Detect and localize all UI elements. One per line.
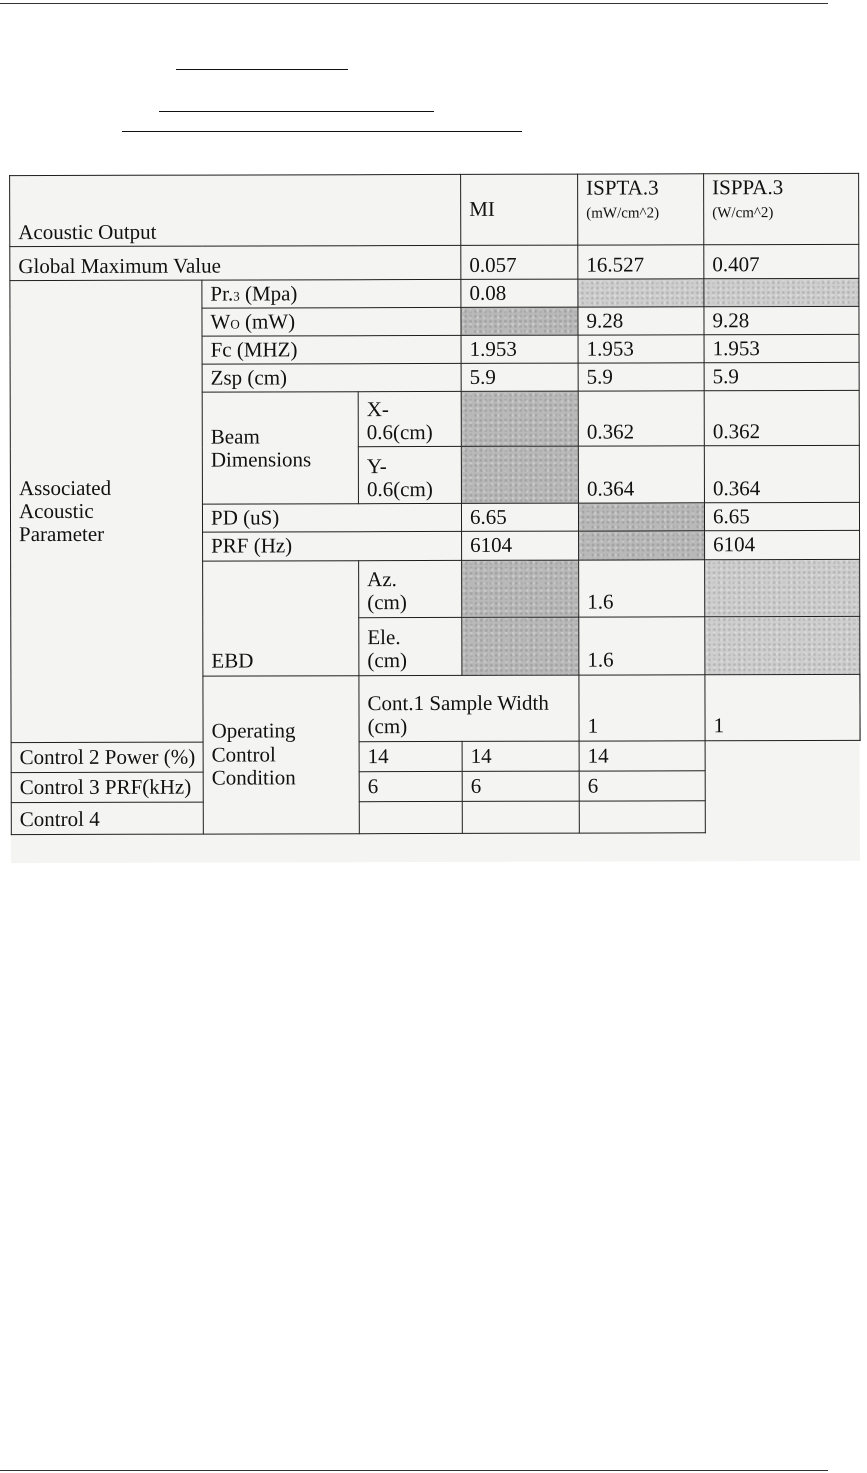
wo-label-sub: O (230, 316, 240, 332)
cont1-label-line-2: (cm) (367, 714, 408, 739)
prf-isppa: 6104 (705, 531, 860, 559)
pr3-label-unit: (Mpa) (239, 281, 298, 306)
wo-label (202, 308, 461, 337)
beam-y-label-line-2: 0.6(cm) (366, 477, 433, 502)
pd-label: PD (uS) (202, 504, 461, 533)
pr3-label-sub: 3 (233, 288, 240, 304)
acoustic-output-heading: Acoustic Output (10, 174, 461, 246)
beam-y-isppa: 0.364 (704, 446, 859, 503)
cont4-label: Control 4 (11, 801, 359, 834)
zsp-ispta: 5.9 (578, 363, 704, 391)
table-row (11, 800, 860, 834)
acoustic-output-table (9, 173, 861, 835)
wo-label-main: W (210, 309, 231, 334)
table-row (11, 770, 860, 802)
pr3-isppa-shaded (704, 278, 859, 306)
ebd-label: EBD (203, 560, 359, 675)
operating-label-line-3: Condition (211, 764, 296, 790)
cont2-isppa: 14 (579, 740, 705, 770)
beam-x-isppa: 0.362 (704, 391, 859, 446)
beam-x-label (358, 392, 461, 447)
wo-mi-shaded (461, 307, 578, 335)
prf-label: PRF (Hz) (203, 532, 462, 561)
ebd-az-label-line-2: (cm) (367, 590, 407, 615)
beam-y-label (358, 447, 461, 504)
beam-x-label-line-1: X- (366, 397, 389, 422)
beam-y-mi-shaded (461, 446, 578, 503)
pd-isppa: 6.65 (704, 503, 859, 531)
ispta-heading-label: ISPTA.3 (586, 175, 659, 200)
zsp-label: Zsp (cm) (202, 364, 461, 393)
ebd-ele-isppa-shaded (705, 616, 860, 674)
cont2-label: Control 2 Power (%) (11, 741, 359, 772)
ebd-ele-label (359, 617, 462, 675)
blank-line-2 (159, 111, 434, 112)
isppa-heading-unit: (W/cm^2) (712, 205, 774, 222)
cont1-label (359, 675, 579, 742)
pr3-ispta-shaded (578, 279, 704, 307)
cont1-ispta: 1 (705, 674, 860, 740)
pr3-label (202, 279, 461, 308)
ebd-az-label (359, 560, 462, 617)
ebd-az-isppa-shaded (705, 559, 860, 616)
ebd-ele-label-line-1: Ele. (367, 625, 401, 650)
cont4-mi-empty (359, 801, 462, 833)
ebd-ele-mi-shaded (462, 617, 579, 675)
operating-label-line-1: Operating (211, 718, 296, 744)
global-max-ispta: 16.527 (578, 245, 704, 279)
cont4-isppa-empty (579, 800, 705, 832)
cont1-mi: 1 (579, 674, 705, 740)
ispta-heading (578, 174, 704, 245)
blank-line-1 (176, 69, 348, 70)
associated-label-line-3: Parameter (19, 521, 105, 546)
ebd-ele-label-line-2: (cm) (367, 648, 408, 673)
ispta-heading-unit: (mW/cm^2) (586, 205, 660, 222)
wo-label-unit: (mW) (239, 309, 296, 334)
fc-isppa: 1.953 (704, 335, 859, 363)
beam-x-label-line-2: 0.6(cm) (366, 420, 433, 445)
ebd-az-label-line-1: Az. (367, 567, 397, 592)
operating-label-line-2: Control (211, 741, 276, 767)
scanned-table-photo (9, 173, 860, 863)
cont3-isppa: 6 (579, 770, 705, 800)
global-max-label: Global Maximum Value (10, 245, 461, 280)
global-max-mi: 0.057 (461, 245, 578, 279)
prf-mi: 6104 (462, 532, 579, 560)
pr3-label-main: Pr. (210, 281, 234, 306)
beam-label-line-1: Beam (210, 424, 260, 449)
wo-ispta: 9.28 (578, 307, 704, 335)
global-max-isppa: 0.407 (704, 244, 859, 278)
ebd-ele-ispta: 1.6 (579, 616, 705, 674)
top-rule (0, 3, 828, 4)
associated-label-line-1: Associated (18, 475, 112, 500)
table-row (10, 244, 859, 280)
cont3-mi: 6 (359, 771, 462, 801)
isppa-heading (704, 173, 859, 244)
header-row (10, 173, 859, 246)
cont4-ispta-empty (462, 801, 579, 833)
ebd-az-mi-shaded (462, 560, 579, 617)
zsp-mi: 5.9 (461, 363, 578, 391)
mi-heading: MI (461, 174, 578, 245)
beam-label-line-2: Dimensions (210, 447, 312, 472)
cont3-ispta: 6 (462, 771, 579, 801)
fc-label: Fc (MHZ) (202, 336, 461, 365)
cont3-label: Control 3 PRF(kHz) (11, 771, 359, 802)
bottom-rule (0, 1470, 828, 1471)
beam-y-ispta: 0.364 (578, 446, 704, 503)
cont2-mi: 14 (359, 741, 462, 771)
fc-ispta: 1.953 (578, 335, 704, 363)
ebd-az-ispta: 1.6 (579, 559, 705, 616)
associated-label-line-2: Acoustic (18, 498, 94, 523)
table-row (11, 740, 860, 772)
prf-ispta-shaded (579, 531, 705, 559)
table-row (10, 278, 859, 308)
fc-mi: 1.953 (461, 335, 578, 363)
isppa-heading-label: ISPPA.3 (712, 175, 784, 200)
pr3-mi: 0.08 (461, 279, 578, 307)
cont2-ispta: 14 (462, 741, 579, 771)
wo-isppa: 9.28 (704, 306, 859, 334)
beam-dimensions-label (202, 392, 358, 504)
blank-line-3 (122, 131, 522, 132)
pd-mi: 6.65 (461, 503, 578, 531)
cont1-label-line-1: Cont.1 Sample Width (367, 691, 549, 716)
zsp-isppa: 5.9 (704, 363, 859, 391)
beam-x-mi-shaded (461, 391, 578, 446)
beam-x-ispta: 0.362 (578, 391, 704, 446)
associated-group-label (10, 280, 203, 742)
beam-y-label-line-1: Y- (366, 454, 387, 479)
pd-ispta-shaded (578, 503, 704, 531)
